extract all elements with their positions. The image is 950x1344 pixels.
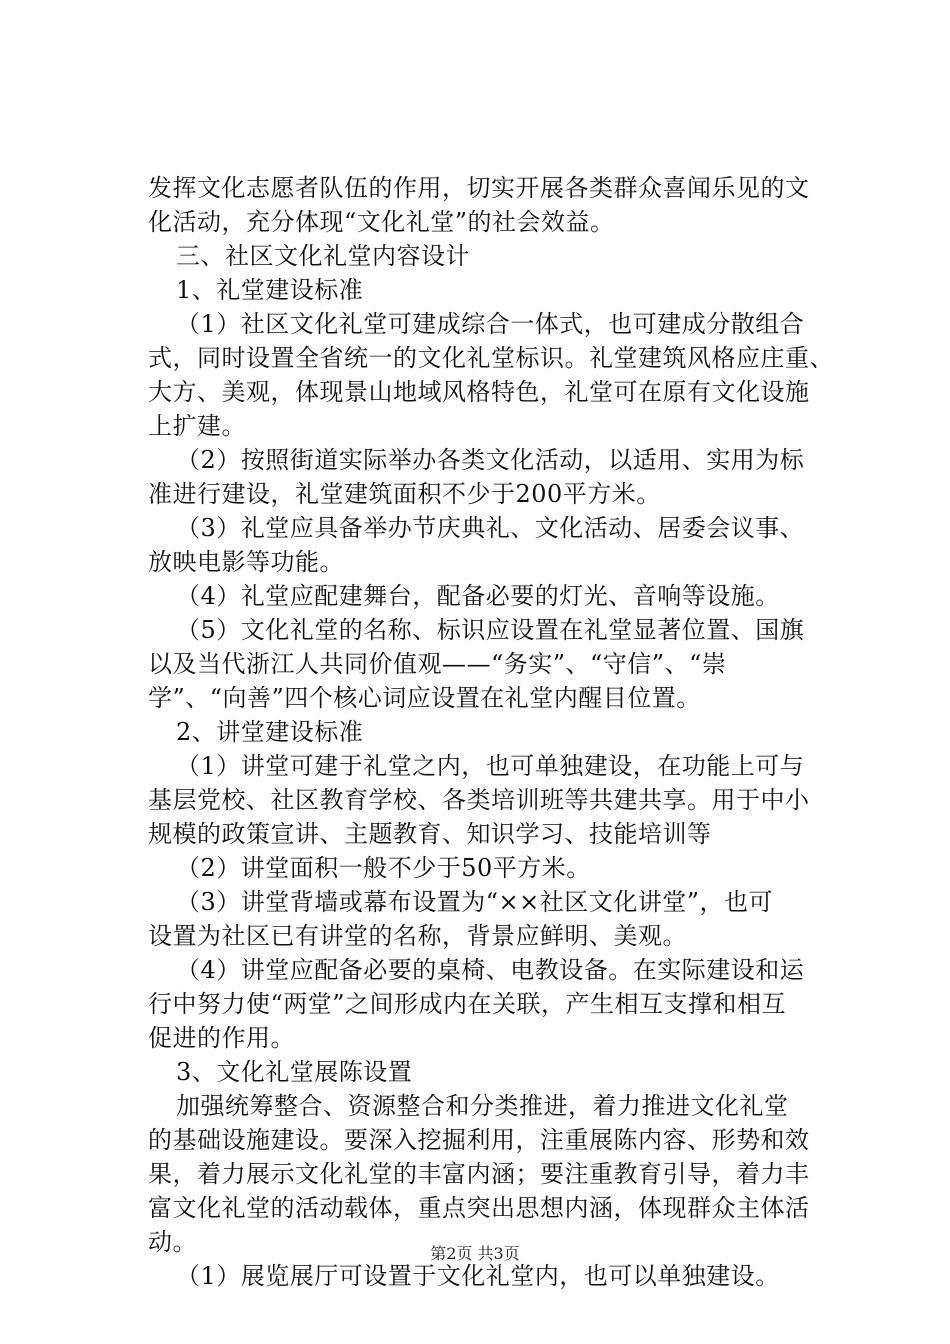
text-line: 学”、“向善”四个核心词应设置在礼堂内醒目位置。 bbox=[148, 684, 701, 712]
text-line: 促进的作用。 bbox=[148, 1024, 295, 1052]
document-body bbox=[148, 171, 834, 1293]
text-line: 基层党校、社区教育学校、各类培训班等共建共享。用于中小 bbox=[148, 786, 810, 814]
text-line: （3）讲堂背墙或幕布设置为“××社区文化讲堂”，也可 bbox=[176, 888, 774, 916]
text-line: （3）礼堂应具备举办节庆典礼、文化活动、居委会议事、 bbox=[176, 514, 805, 542]
text-line: 3、文化礼堂展陈设置 bbox=[176, 1058, 413, 1086]
text-line: 富文化礼堂的活动载体，重点突出思想内涵，体现群众主体活 bbox=[148, 1194, 810, 1222]
text-line: 规模的政策宣讲、主题教育、知识学习、技能培训等 bbox=[148, 820, 712, 848]
text-line: 准进行建设，礼堂建筑面积不少于200平方米。 bbox=[148, 480, 661, 508]
text-line: （1）讲堂可建于礼堂之内，也可单独建设，在功能上可与 bbox=[176, 752, 805, 780]
text-line: 化活动，充分体现“文化礼堂”的社会效益。 bbox=[148, 208, 615, 236]
text-line: 放映电影等功能。 bbox=[148, 548, 344, 576]
text-line: 式，同时设置全省统一的文化礼堂标识。礼堂建筑风格应庄重、 bbox=[148, 344, 834, 372]
text-line: 行中努力使“两堂”之间形成内在关联，产生相互支撑和相互 bbox=[148, 990, 787, 1018]
text-line: 大方、美观，体现景山地域风格特色，礼堂可在原有文化设施 bbox=[148, 378, 810, 406]
text-line: 动。 bbox=[148, 1228, 197, 1256]
text-line: （1）社区文化礼堂可建成综合一体式，也可建成分散组合 bbox=[176, 310, 805, 338]
text-line: （4）讲堂应配备必要的桌椅、电教设备。在实际建设和运 bbox=[176, 956, 805, 984]
text-line: （2）按照街道实际举办各类文化活动，以适用、实用为标 bbox=[176, 446, 805, 474]
text-line: 发挥文化志愿者队伍的作用，切实开展各类群众喜闻乐见的文 bbox=[148, 174, 810, 202]
text-line: 的基础设施建设。要深入挖掘利用，注重展陈内容、形势和效 bbox=[148, 1126, 810, 1154]
text-line: （5）文化礼堂的名称、标识应设置在礼堂显著位置、国旗 bbox=[176, 616, 805, 644]
text-line: 果，着力展示文化礼堂的丰富内涵；要注重教育引导，着力丰 bbox=[148, 1160, 810, 1188]
text-line: 三、社区文化礼堂内容设计 bbox=[176, 242, 470, 270]
page-footer: 第2页 共3页 bbox=[430, 1244, 520, 1263]
text-line: 上扩建。 bbox=[148, 412, 246, 440]
text-line: 1、礼堂建设标准 bbox=[176, 276, 364, 304]
text-line: （1）展览展厅可设置于文化礼堂内，也可以单独建设。 bbox=[176, 1262, 780, 1290]
text-line: 2、讲堂建设标准 bbox=[176, 718, 364, 746]
text-line: （2）讲堂面积一般不少于50平方米。 bbox=[176, 854, 591, 882]
text-line: 设置为社区已有讲堂的名称，背景应鲜明、美观。 bbox=[148, 922, 687, 950]
text-line: 加强统筹整合、资源整合和分类推进，着力推进文化礼堂 bbox=[176, 1092, 789, 1120]
text-line: 以及当代浙江人共同价值观——“务实”、“守信”、“崇 bbox=[148, 650, 727, 678]
text-line: （4）礼堂应配建舞台，配备必要的灯光、音响等设施。 bbox=[176, 582, 780, 610]
